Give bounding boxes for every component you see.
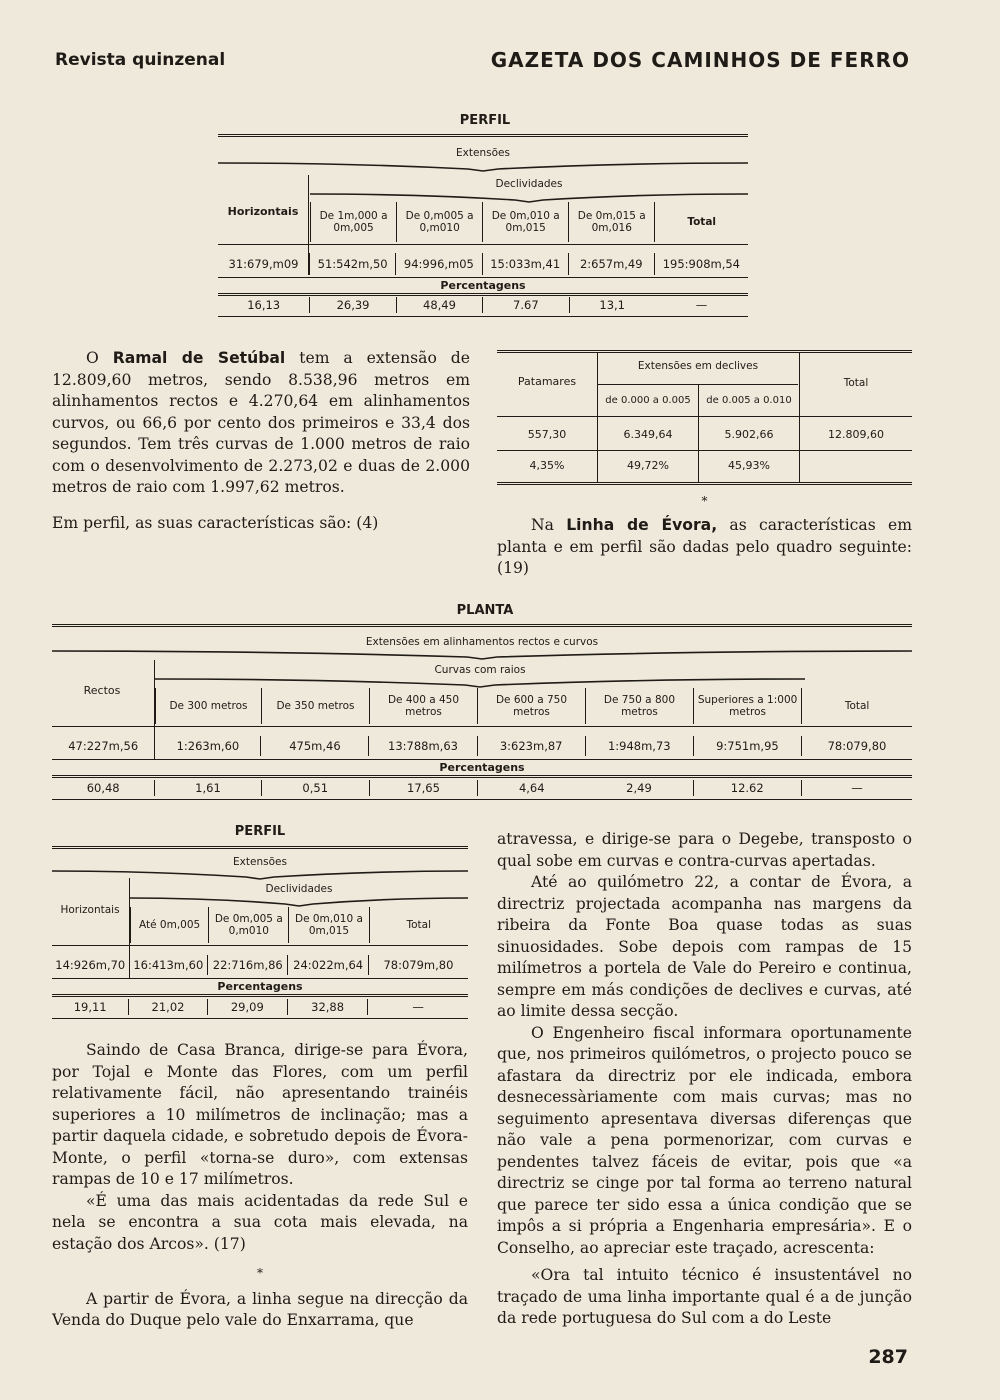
paragraph: Até ao quilómetro 22, a contar de Évora, a directriz projectada acompanha nas margens da ribeira da Fonte Boa quase todas as suas sinuosidades. Sobe depois com rampas de 15 milímetros a portela de Vale do Pereiro e continua, sempre em más condições de declives e curvas, até ao limite dessa secção. (497, 873, 912, 1020)
setubal-perfil-line: Em perfil, as suas características são: (4) (52, 513, 379, 532)
table3-col: De 350 metros (262, 688, 370, 724)
table2-patamares-label: Patamares (517, 375, 577, 388)
table1-extensoes-brace (218, 161, 748, 173)
table4-pct-row (52, 999, 468, 1015)
table3-value: 13:788m,63 (369, 736, 477, 756)
table1-value: 15:033m,41 (482, 253, 568, 275)
table1-percentagens-label: Percentagens (440, 279, 526, 292)
paragraph: A partir de Évora, a linha segue na direcção da Venda do Duque pelo vale do Enxarrama, que (52, 1289, 468, 1329)
right-bottom-text (497, 829, 912, 1330)
table4-title: PERFIL (234, 824, 286, 839)
table3-pct: 1,61 (155, 780, 261, 796)
table4-pct: 21,02 (129, 999, 207, 1015)
evora-paragraph: Na Linha de Évora, as características em planta e em perfil são dadas pelo quadro seguinte: (19) (497, 516, 912, 577)
table2-value: 5.902,66 (724, 428, 774, 441)
table1-pct: 26,39 (310, 297, 396, 313)
table2-pct: 49,72% (627, 459, 669, 472)
table1-pct: 13,1 (569, 297, 655, 313)
table3-pct: 4,64 (478, 780, 586, 796)
table3-pct: 12.62 (693, 780, 801, 796)
table3-percentagens-label: Percentagens (439, 761, 525, 774)
running-header-left: Revista quinzenal (55, 50, 226, 70)
table3-value: 9:751m,95 (693, 736, 801, 756)
table1-pct: 7.67 (483, 297, 569, 313)
paragraph: «É uma das mais acidentadas da rede Sul e nela se encontra a sua cota mais elevada, na estação dos Arcos». (17) (52, 1191, 468, 1253)
table4-value: 16:413m,60 (129, 955, 208, 975)
table2-value: 6.349,64 (623, 428, 673, 441)
table1-horizontais-label: Horizontais (227, 205, 299, 218)
table3-pct: — (801, 780, 912, 796)
table3-col: De 750 a 800 metros (585, 688, 693, 724)
table4-pct: 19,11 (73, 1000, 107, 1014)
table2-value: 557,30 (527, 428, 567, 441)
table3-value: 1:263m,60 (155, 736, 261, 756)
table3-col: De 600 a 750 metros (477, 688, 585, 724)
table3-value: 1:948m,73 (585, 736, 693, 756)
paragraph: atravessa, e dirige-se para o Degebe, transposto o qual sobe em curvas e contra-curvas apertadas. (497, 830, 912, 870)
table2-pct: 45,93% (728, 459, 770, 472)
table1-col-total: Total (655, 202, 748, 242)
table1-col-4: De 0m,015 a 0m,016 (569, 202, 655, 242)
table3-pct: 17,65 (369, 780, 477, 796)
evora-bold-term: Linha de Évora, (566, 516, 718, 534)
table4-declividades-label: Declividades (265, 883, 333, 895)
table1-declividades-label: Declividades (495, 178, 563, 190)
table3-value: 47:227m,56 (68, 739, 139, 753)
table1-col-3: De 0m,010 a 0m,015 (483, 202, 569, 242)
table4-col: Até 0m,005 (131, 907, 209, 943)
table3-col: De 300 metros (156, 688, 262, 724)
table4-col: De 0m,010 a 0m,015 (289, 907, 369, 943)
table4-value: 22:716m,86 (208, 955, 288, 975)
table3-rectos-label: Rectos (83, 684, 121, 697)
table3-title: PLANTA (456, 603, 514, 618)
table4-percentagens-label: Percentagens (217, 980, 303, 993)
table4-pct: — (368, 999, 468, 1015)
section-star: * (257, 1266, 263, 1280)
table4-pct: 32,88 (287, 999, 367, 1015)
table3-value: 78:079,80 (801, 736, 912, 756)
table3-ext-brace (52, 649, 912, 661)
table4-value: 78:079m,80 (368, 955, 468, 975)
table2-top-rule (497, 350, 912, 353)
table3-pct-row (52, 780, 912, 796)
table3-col-total: Total (802, 688, 912, 724)
table1-value: 195:908m,54 (654, 253, 748, 275)
table3-pct: 2,49 (626, 781, 652, 795)
table1-pct: 16,13 (247, 298, 281, 312)
paragraph: O Engenheiro fiscal informara oportunamente que, nos primeiros quilómetros, o projecto pouco se afastara da directriz por ele indicada, embora desnecessàriamente com mais curvas; mas no seguimento apresentava diversas diferenças que não vale a pena pormenorizar, com curvas e pendentes talvez fáceis de evitar, pois que «a directriz se cinge por tal forma ao terreno natural que parece ter sido essa a única condição que se impôs a si própria a Engenharia empresária». E o Conselho, ao apreciar este traçado, acrescenta: (497, 1023, 912, 1257)
table4-pct: 29,09 (207, 999, 287, 1015)
table1-value: 2:657m,49 (568, 253, 654, 275)
table2-pct: 4,35% (529, 459, 565, 472)
table3-top-rule (52, 624, 912, 627)
table1-top-rule (218, 134, 748, 137)
table2-col1: de 0.000 a 0.005 (605, 395, 691, 406)
table1-col-2: De 0,m005 a 0,m010 (397, 202, 483, 242)
table3-values-row (52, 736, 912, 756)
table4-extensoes-brace (52, 869, 468, 881)
table1-pct-row (218, 297, 748, 313)
table4-value: 14:926m,70 (55, 958, 126, 972)
setubal-bold-term: Ramal de Setúbal (112, 349, 286, 367)
table3-col: Superiores a 1:000 metros (693, 688, 801, 724)
table4-top-rule (52, 846, 468, 849)
setubal-paragraph: O Ramal de Setúbal tem a extensão de 12.809,60 metros, sendo 8.538,96 metros em alinhamentos rectos e 4.270,64 em alinhamentos curvos, ou 66,6 por cento dos primeiros e 33,4 dos segundos. Tem três curvas de 1.000 metros de raio com o desenvolvimento de 2.273,02 e duas de 2.000 metros de raio com 1.997,62 metros. Em perfil, as suas características são: (4) (52, 348, 470, 534)
page-number: 287 (868, 1346, 908, 1368)
table1-values-row (218, 253, 748, 275)
table4-horizontais-label: Horizontais (60, 904, 120, 916)
table1-pct: 48,49 (396, 297, 482, 313)
table3-value: 475m,46 (261, 736, 369, 756)
table3-pct: 60,48 (86, 781, 120, 795)
table1-pct: — (695, 298, 708, 312)
table1-col-1: De 1m,000 a 0m,005 (311, 202, 397, 242)
table2-ext-declives-label: Extensões em declives (637, 360, 759, 372)
table4-extensoes-label: Extensões (233, 856, 287, 868)
table4-col: De 0m,005 a 0,m010 (209, 907, 289, 943)
table1-title: PERFIL (459, 113, 511, 128)
table3-curvas-label: Curvas com raios (434, 664, 526, 676)
table3-pct: 0,51 (261, 780, 369, 796)
table2-value: 12.809,60 (828, 428, 884, 441)
table2-col2: de 0.005 a 0.010 (706, 395, 792, 406)
table4-col-total: Total (369, 907, 468, 943)
table2-total-label: Total (843, 377, 869, 389)
table3-header-row (155, 688, 912, 724)
table1-value: 51:542m,50 (310, 253, 396, 275)
table3-value: 3:623m,87 (477, 736, 585, 756)
table1-value: 94:996,m05 (396, 253, 482, 275)
paragraph: «Ora tal intuito técnico é insustentável no traçado de uma linha importante qual é a de junção da rede portuguesa do Sul com a do Leste (497, 1266, 912, 1327)
running-header-right: GAZETA DOS CAMINHOS DE FERRO (490, 48, 910, 72)
section-star: * (701, 494, 708, 508)
table3-ext-label: Extensões em alinhamentos rectos e curvos (365, 636, 599, 648)
paragraph: Saindo de Casa Branca, dirige-se para Évora, por Tojal e Monte das Flores, com um perfil relativamente fácil, não apresentando trainéis superiores a 10 milímetros de inclinação; mas a partir daquela cidade, e sobretudo depois de Évora-Monte, o perfil «torna-se duro», com extensas rampas de 10 e 17 milímetros. (52, 1041, 468, 1188)
table1-extensoes-label: Extensões (456, 147, 510, 159)
table4-values-row (52, 955, 468, 975)
table3-col: De 400 a 450 metros (370, 688, 478, 724)
table1-value: 31:679,m09 (228, 257, 299, 271)
table4-header-row (130, 907, 468, 943)
left-bottom-text (52, 1040, 468, 1332)
table4-value: 24:022m,64 (288, 955, 368, 975)
table1-header-row (310, 202, 748, 242)
